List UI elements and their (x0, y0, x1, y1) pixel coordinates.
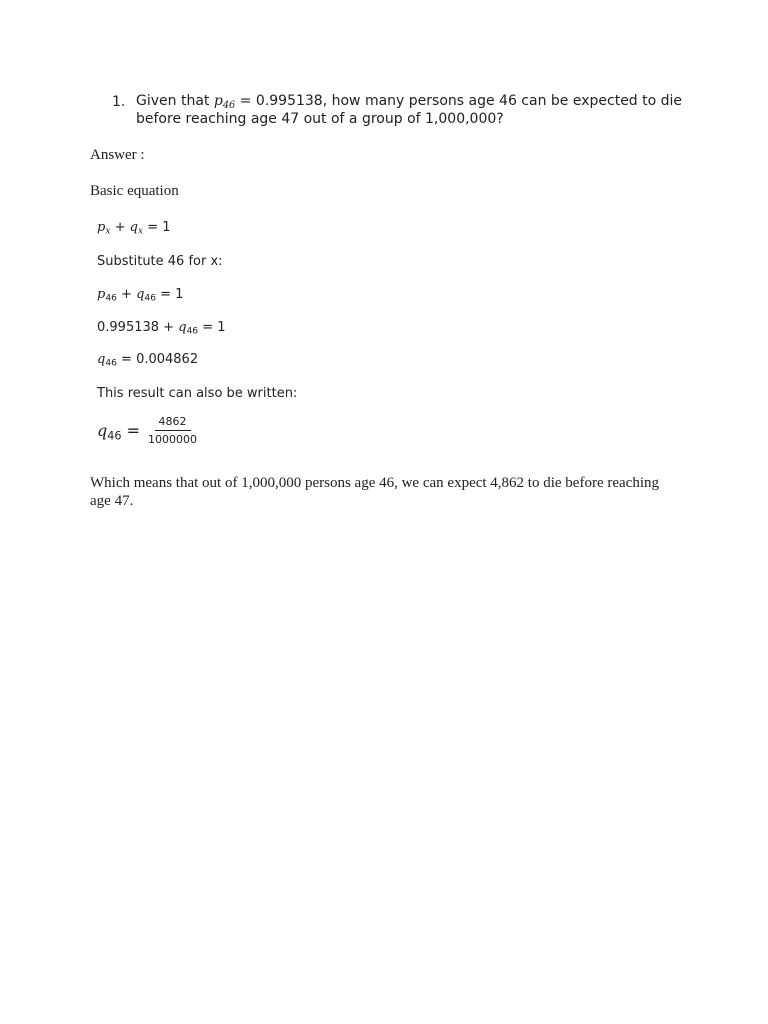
answer-label: Answer : (90, 147, 145, 163)
substituted-equation: $p_{46} + q_{46} = 1$ (97, 287, 184, 304)
question-variable: $p_{46}$ (213, 93, 236, 111)
fraction (148, 415, 197, 446)
question-line-1 (136, 93, 682, 109)
question-text-after: = 0.995138, how many persons age 46 can be expected to die (235, 93, 683, 109)
also-written-label: This result can also be written: (97, 386, 298, 401)
basic-equation-label: Basic equation (90, 183, 179, 199)
fraction-numerator: 4862 (155, 415, 191, 431)
conclusion-line-2: age 47. (90, 493, 134, 509)
question-line-2: before reaching age 47 out of a group of 1,000,000? (136, 111, 504, 127)
basic-equation: $p_x + q_x = 1$ (97, 220, 171, 237)
fraction-equation (97, 415, 197, 446)
question-number: 1. (112, 94, 126, 110)
result-equation: $q_{46} = 0.004862$ (97, 352, 199, 369)
substitute-label: Substitute 46 for x: (97, 254, 223, 269)
question-text-before: Given that (136, 93, 214, 109)
value-equation: $0.995138 + q_{46} = 1$ (97, 320, 226, 337)
fraction-denominator: 1000000 (148, 433, 197, 446)
fraction-lhs: $q_{46}$ = (97, 421, 140, 443)
conclusion-line-1: Which means that out of 1,000,000 persons age 46, we can expect 4,862 to die before reaching (90, 475, 659, 491)
